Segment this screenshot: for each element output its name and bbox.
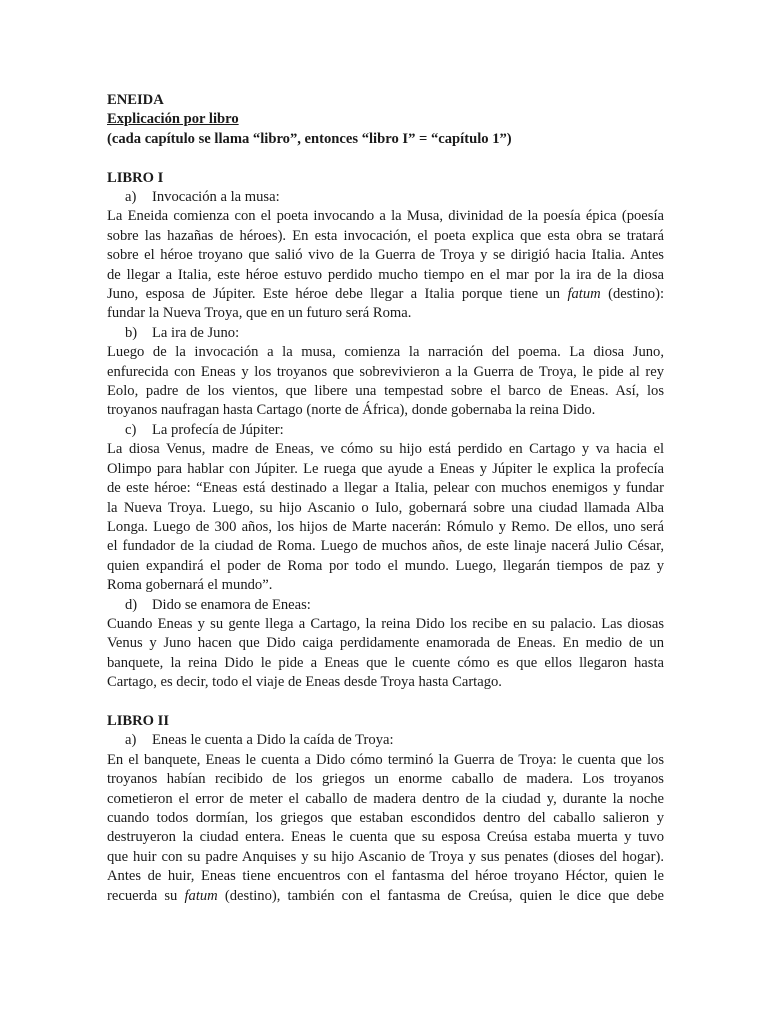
list-item-dido-enamora [107, 596, 664, 615]
spacer [107, 149, 664, 168]
paragraph-line: de este héroe: “Eneas está destinado a llegar a Italia, pelear con muchos enemigos y fundar [107, 480, 664, 497]
list-item-label: Dido se enamora de Eneas: [152, 596, 311, 613]
paragraph-line: que huir con su padre Anquises y su hijo Ascanio de Troya y sus penates (dioses del hogar). [107, 848, 664, 865]
paragraph-line-last: Roma gobernará el mundo”. [107, 577, 273, 594]
paragraph-line: cometieron el error de meter el caballo de madera dentro de la ciudad y, durante la noche [107, 790, 664, 807]
list-marker: a) [125, 732, 137, 749]
list-item-invocacion [107, 188, 664, 207]
paragraph-line: el fundador de la ciudad de Roma. Luego de muchos años, de este linaje nacerá Julio César, [107, 538, 664, 555]
list-item-label: Invocación a la musa: [152, 189, 280, 206]
paragraph-line: cuando todos dormían, los griegos que estaban escondidos dentro del caballo salieron y [107, 810, 664, 826]
paragraph-line: Olimpo para hablar con Júpiter. Le ruega que ayude a Eneas y Júpiter le explica la profecía [107, 460, 664, 477]
paragraph-line: sobre las hazañas de héroes). En esta invocación, el poeta explica que esta obra se tratará [107, 227, 664, 244]
text-run: (destino): [608, 286, 665, 303]
paragraph-line: La Eneida comienza con el poeta invocando a la Musa, divinidad de la poesía épica (poesía [107, 208, 664, 225]
paragraph-line: banquete, la reina Dido le pide a Eneas que le cuente cómo es que ellos llegaron hasta [107, 654, 664, 671]
paragraph-line: La diosa Venus, madre de Eneas, ve cómo su hijo está perdido en Cartago y va hacia el [107, 441, 664, 458]
text-run: (destino), también con el fantasma de Creúsa, quien le dice que debe [224, 887, 664, 904]
paragraph-line: Longa. Luego de 300 años, los hijos de Marte nacerán: Rómulo y Remo. De ellos, uno será [107, 518, 664, 535]
list-item-caida-de-troya [107, 731, 664, 750]
paragraph-line: destruyeron la ciudad entera. Eneas le cuenta que su esposa Creúsa estaba muerta y tuvo [107, 829, 664, 846]
document-subtitle: Explicación por libro [107, 111, 239, 128]
paragraph-line: Antes de huir, Eneas tiene encuentros con el fantasma del héroe troyano Héctor, quien le [107, 868, 664, 885]
document-note: (cada capítulo se llama “libro”, entonces “libro I” = “capítulo 1”) [107, 130, 512, 147]
section-heading-libro-2: LIBRO II [107, 712, 170, 729]
emphasis-fatum: fatum [567, 286, 601, 303]
paragraph-line: la Nueva Troya. Luego, su hijo Ascanio o Iulo, gobernará sobre una ciudad llamada Alba [107, 499, 664, 516]
list-marker: b) [125, 324, 138, 341]
paragraph-line: En el banquete, Eneas le cuenta a Dido cómo terminó la Guerra de Troya: le cuenta que los [107, 751, 664, 768]
list-item-label: La profecía de Júpiter: [152, 421, 284, 438]
paragraph-line: Luego de la invocación a la musa, comienza la narración del poema. La diosa Juno, [107, 344, 664, 361]
list-item-profecia [107, 421, 664, 440]
list-marker: c) [125, 421, 137, 438]
section-heading-libro-1: LIBRO I [107, 169, 164, 186]
paragraph-line: de llegar a Italia, este héroe estuvo perdido mucho tiempo en el mar por la ira de la diosa [107, 266, 664, 283]
paragraph-line-last: troyanos naufragan hasta Cartago (norte de África), donde gobernaba la reina Dido. [107, 402, 596, 419]
paragraph-line: Cuando Eneas y su gente llega a Cartago, la reina Dido los recibe en su palacio. Las diosas [107, 615, 664, 632]
paragraph-line-last: fundar la Nueva Troya, que en un futuro será Roma. [107, 305, 412, 322]
list-item-label: La ira de Juno: [152, 324, 240, 341]
list-marker: a) [125, 189, 137, 206]
emphasis-fatum: fatum [184, 887, 218, 904]
paragraph-line [107, 285, 664, 304]
spacer [107, 693, 664, 712]
list-marker: d) [125, 596, 138, 613]
paragraph-line: quien expandirá el poder de Roma por todo el mundo. Luego, llegarán tiempos de paz y [107, 557, 664, 574]
paragraph-line: Venus y Juno hacen que Dido caiga perdidamente enamorada de Eneas. En medio de un [107, 635, 664, 652]
text-run: recuerda su [107, 887, 178, 904]
paragraph-line: troyanos habían recibido de los griegos un enorme caballo de madera. Los troyanos [107, 771, 664, 788]
text-run: Juno, esposa de Júpiter. Este héroe debe llegar a Italia porque tiene un [107, 286, 561, 303]
paragraph-line [107, 887, 664, 906]
paragraph-line-last: Cartago, es decir, todo el viaje de Eneas desde Troya hasta Cartago. [107, 674, 502, 691]
list-item-label: Eneas le cuenta a Dido la caída de Troya: [152, 732, 394, 749]
paragraph-line: enfurecida con Eneas y los troyanos que sobrevivieron a la Guerra de Troya, le pide al rey [107, 363, 664, 380]
paragraph-line: Eolo, padre de los vientos, que libere una tempestad sobre el barco de Eneas. Así, los [107, 383, 664, 400]
list-item-ira-de-juno [107, 324, 664, 343]
paragraph-line: sobre el héroe troyano que salió vivo de la Guerra de Troya y se dirigió hacia Italia. Antes [107, 247, 664, 264]
document-title: ENEIDA [107, 92, 164, 108]
